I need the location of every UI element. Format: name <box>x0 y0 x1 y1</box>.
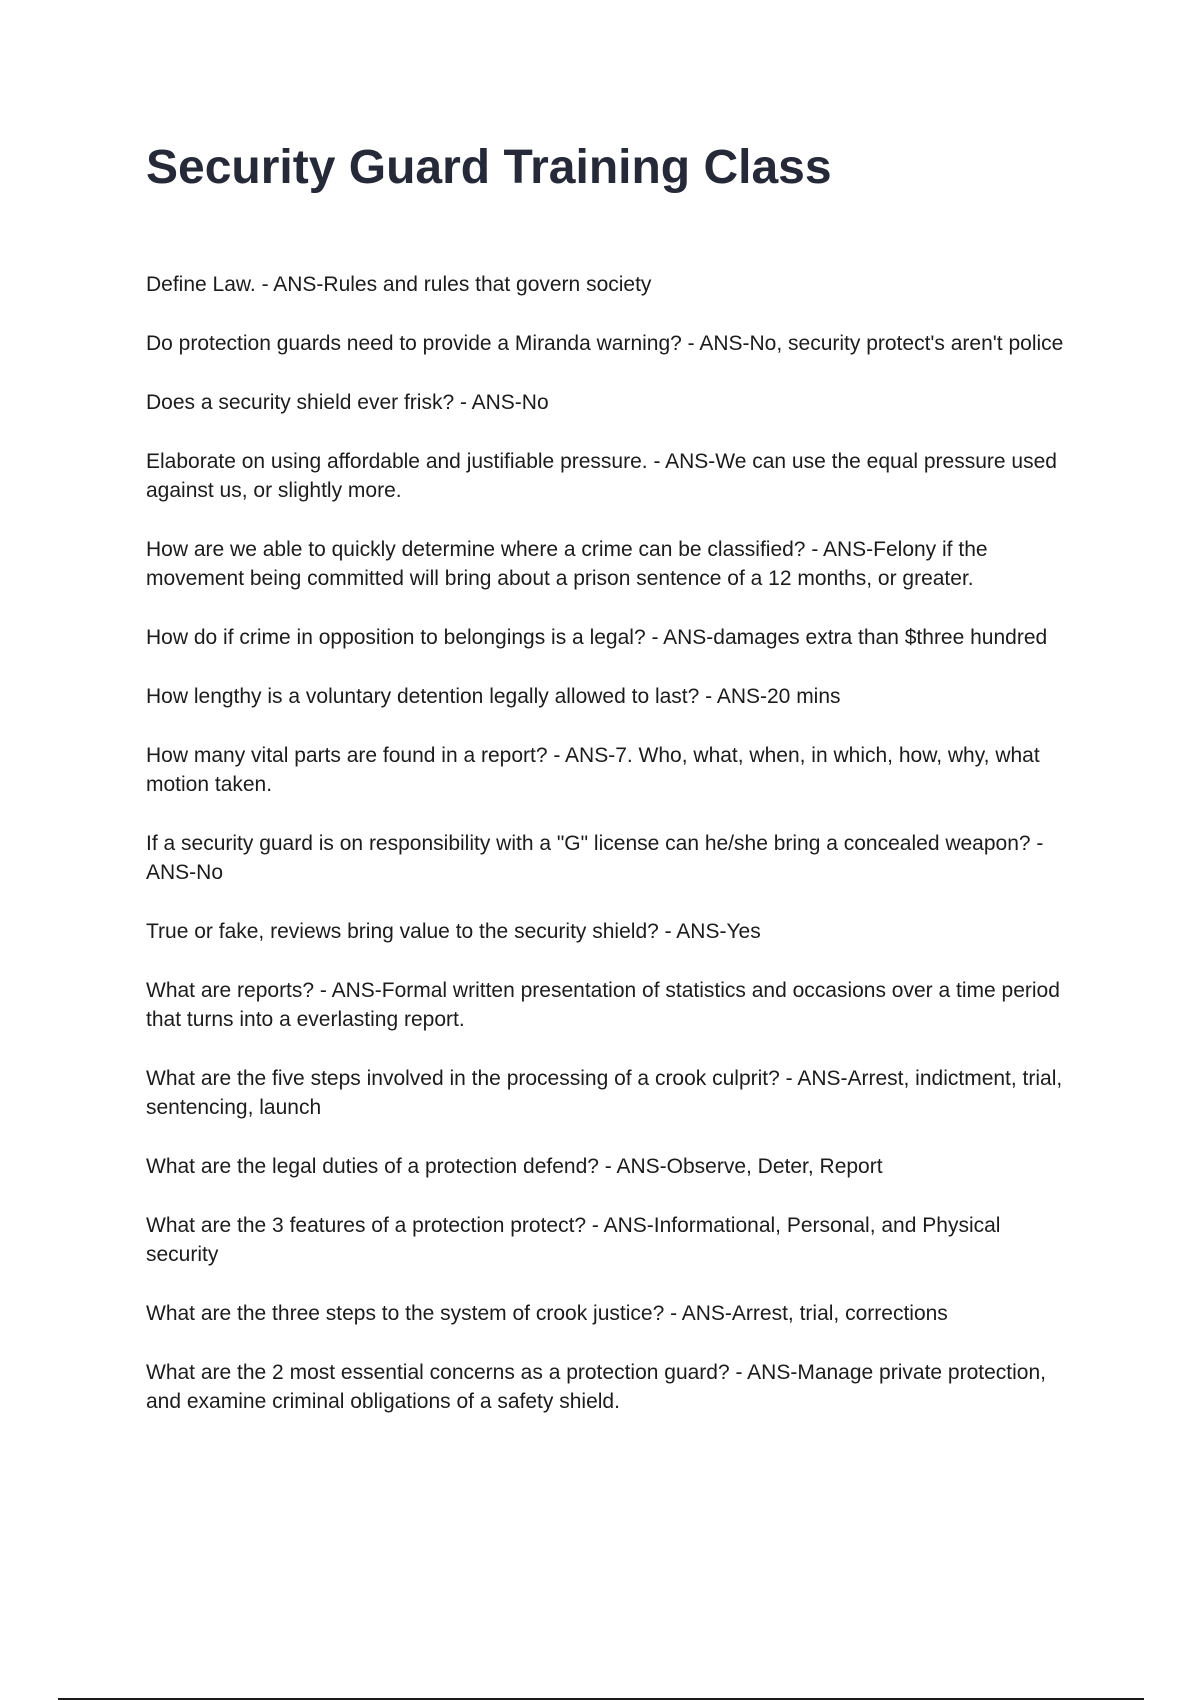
qa-item: How are we able to quickly determine where a crime can be classified? - ANS-Felony if the movement being committed will bring about a prison sentence of a 12 months, or greater. <box>146 538 988 590</box>
qa-item: What are the five steps involved in the processing of a crook culprit? - ANS-Arrest, indictment, trial, sentencing, launch <box>146 1067 1063 1119</box>
qa-item: What are the legal duties of a protection defend? - ANS-Observe, Deter, Report <box>146 1155 883 1178</box>
qa-item: Define Law. - ANS-Rules and rules that govern society <box>146 273 652 296</box>
page-title: Security Guard Training Class <box>146 141 832 194</box>
qa-item: Does a security shield ever frisk? - ANS-No <box>146 391 549 414</box>
qa-item: What are reports? - ANS-Formal written presentation of statistics and occasions over a time period that turns into a everlasting report. <box>146 979 1060 1031</box>
qa-item: How lengthy is a voluntary detention legally allowed to last? - ANS-20 mins <box>146 685 841 708</box>
qa-item: If a security guard is on responsibility with a "G" license can he/she bring a concealed weapon? - ANS-No <box>146 832 1044 884</box>
qa-item: How many vital parts are found in a report? - ANS-7. Who, what, when, in which, how, why, what motion taken. <box>146 744 1040 796</box>
qa-item: Elaborate on using affordable and justifiable pressure. - ANS-We can use the equal pressure used against us, or slightly more. <box>146 450 1057 502</box>
qa-item: Do protection guards need to provide a Miranda warning? - ANS-No, security protect's aren't police <box>146 332 1064 355</box>
qa-item: What are the 2 most essential concerns as a protection guard? - ANS-Manage private protection, and examine criminal obligations of a safety shield. <box>146 1361 1046 1413</box>
qa-list <box>146 270 1076 1446</box>
qa-item: What are the 3 features of a protection protect? - ANS-Informational, Personal, and Physical security <box>146 1214 1001 1266</box>
qa-item: What are the three steps to the system of crook justice? - ANS-Arrest, trial, corrections <box>146 1302 948 1325</box>
qa-item: True or fake, reviews bring value to the security shield? - ANS-Yes <box>146 920 761 943</box>
qa-item: How do if crime in opposition to belongings is a legal? - ANS-damages extra than $three hundred <box>146 626 1048 649</box>
